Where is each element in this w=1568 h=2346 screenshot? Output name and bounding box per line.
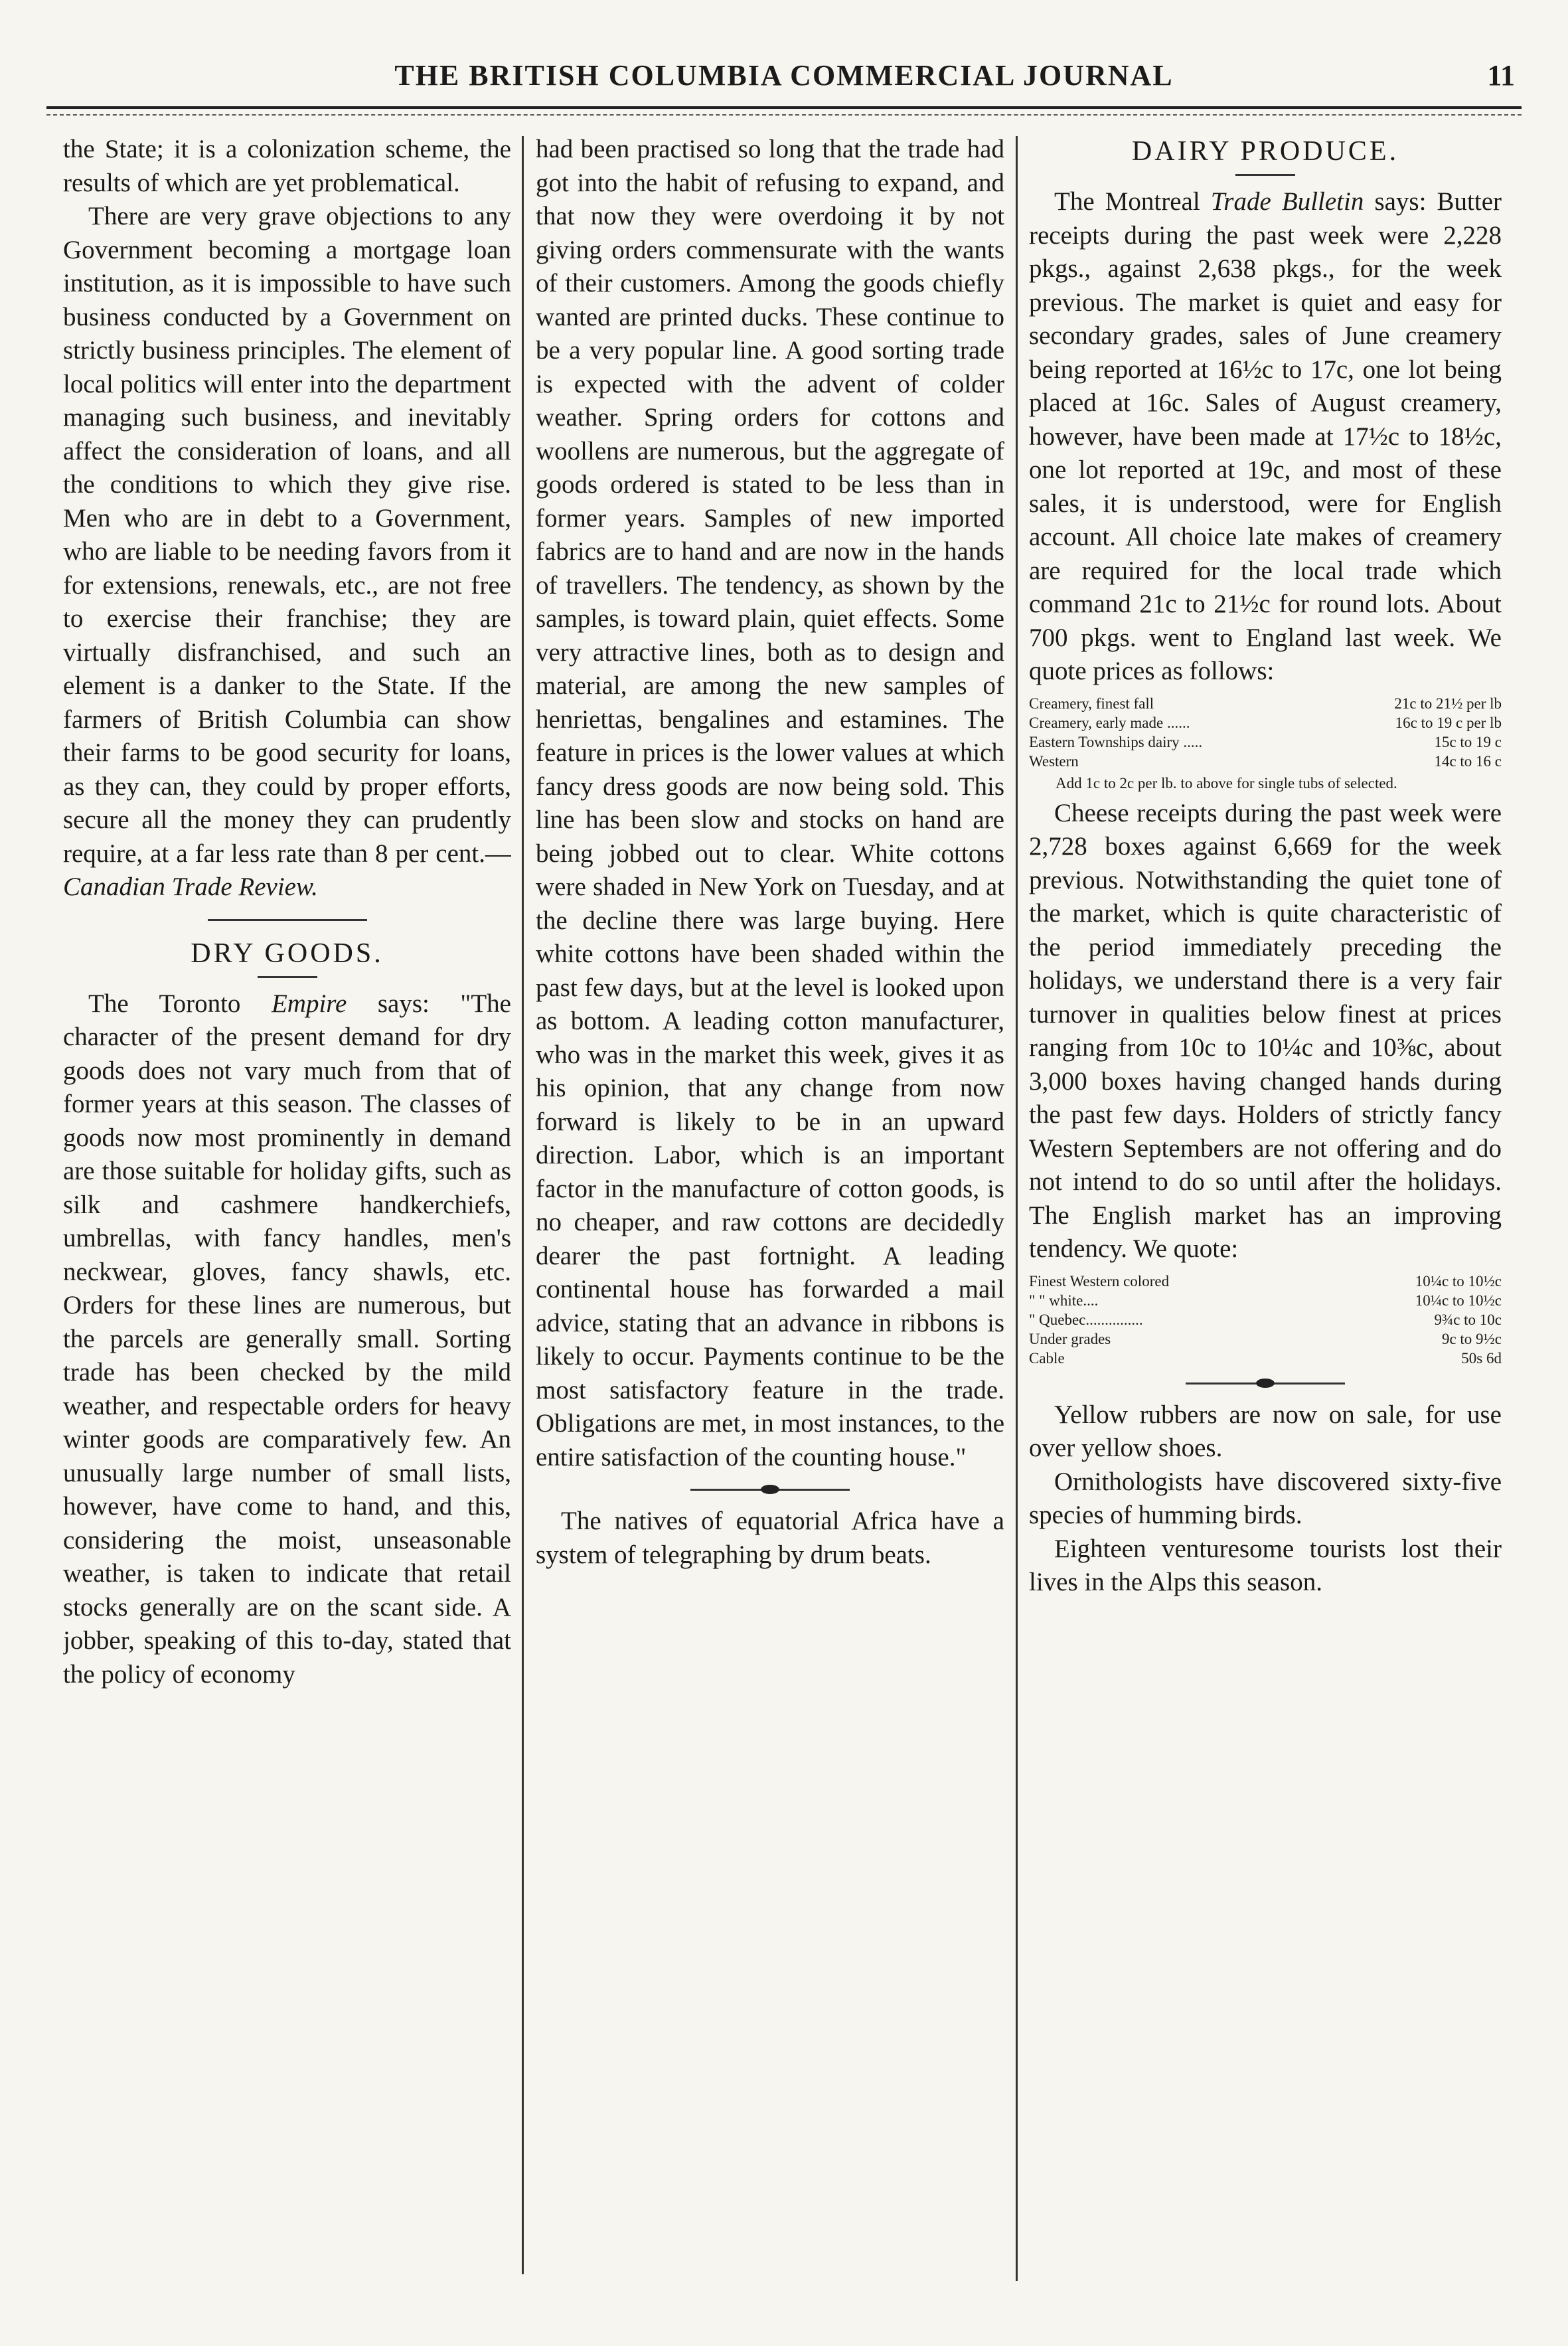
price-item: Creamery, finest fall — [1029, 695, 1154, 712]
price-value: 10¼c to 10½c — [1415, 1292, 1502, 1309]
column-divider — [522, 136, 524, 2274]
paragraph: Ornithologists have discovered sixty-five species of humming birds. — [1029, 1467, 1502, 1529]
column-2 — [536, 133, 1004, 2298]
price-note: Add 1c to 2c per lb. to above for single tubs of selected. — [1056, 774, 1397, 792]
journal-title: THE BRITISH COLUMBIA COMMERCIAL JOURNAL — [394, 59, 1174, 92]
table-row — [1029, 752, 1502, 771]
price-value: 15c to 19 c — [1434, 733, 1502, 750]
price-value: 10¼c to 10½c — [1415, 1272, 1502, 1290]
page-number: 11 — [1487, 59, 1515, 92]
butter-price-table — [1029, 694, 1502, 771]
price-item: Finest Western colored — [1029, 1272, 1170, 1290]
paragraph: the State; it is a colonization scheme, the results of which are yet problematical. — [63, 135, 511, 197]
paragraph: Cheese receipts during the past week were 2,728 boxes against 6,669 for the week previous. Notwithstanding the quiet tone of the market, which is quite characteristic of the period immediately preceding the holidays, we understand there is a very fair turnover in qualities below finest at prices ranging from 10c to 10¼c and 10⅜c, about 3,000 boxes having changed hands during the past few days. Holders of strictly fancy Western Septembers are not offering and do not intend to do so until after the holidays. The English market has an improving tendency. We quote: — [1029, 798, 1502, 1263]
column-3 — [1029, 133, 1502, 2298]
price-value: 16c to 19 c per lb — [1395, 714, 1502, 731]
heading-dash — [258, 976, 317, 978]
price-value: 50s 6d — [1461, 1349, 1502, 1367]
paragraph: The natives of equatorial Africa have a system of telegraphing by drum beats. — [536, 1507, 1004, 1569]
paragraph-text: There are very grave objections to any Government becoming a mortgage loan institution, as it is impossible to have such business conducted by a Government on strictly business principles. The element of local politics will enter into the department managing such business, and inevitably affect the consideration of loans, and all the conditions to which they give rise. Men who are in debt to a Government, who are liable to be needing favors from it for extensions, renewals, etc., are not free to exercise their franchise; they are virtually disfranchised, and such an element is a danker to the State. If the farmers of British Columbia can show their farms to be good security for loans, as they can, they could by proper efforts, secure all the money they can prudently require, at a far less rate than 8 per cent.— — [63, 202, 511, 868]
page-header — [46, 58, 1522, 98]
price-item: Eastern Townships dairy ..... — [1029, 733, 1203, 750]
paragraph-text: says: Butter receipts during the past week were 2,228 pkgs., against 2,638 pkgs., for the week previous. The market is quiet and easy for secondary grades, sales of June creamery being reported at 16½c to 17c, one lot being placed at 16c. Sales of August creamery, however, have been made at 17½c to 18½c, one lot reported at 19c, and most of these sales, it is understood, were for English account. All choice late makes of creamery are required for the local trade which command 21c to 21½c for round lots. About 700 pkgs. went to England last week. We quote prices as follows: — [1029, 187, 1502, 685]
cheese-price-table — [1029, 1272, 1502, 1368]
header-rule-dashed — [46, 114, 1522, 116]
section-ornament — [208, 916, 367, 923]
table-row — [1029, 732, 1502, 752]
section-ornament — [1186, 1380, 1345, 1386]
column-1 — [63, 133, 511, 2298]
price-value: 9¾c to 10c — [1434, 1311, 1502, 1328]
column-divider — [1016, 136, 1018, 2281]
price-value: 21c to 21½ per lb — [1394, 695, 1502, 712]
table-row — [1029, 1291, 1502, 1310]
paragraph: had been practised so long that the trade had got into the habit of refusing to expand, and that now they were overdoing it by not giving orders commensurate with the wants of their customers. Among the goods chiefly wanted are printed ducks. These continue to be a very popular line. A good sorting trade is expected with the advent of colder weather. Spring orders for cottons and woollens are numerous, but the aggregate of goods ordered is stated to be less than in former years. Samples of new imported fabrics are to hand and are now in the hands of travellers. The tendency, as shown by the samples, is toward plain, quiet effects. Some very attractive lines, both as to design and material, are among the new samples of henriettas, bengalines and estamines. The feature in prices is the lower values at which fancy dress goods are now being sold. This line has been slow and stocks on hand are being jobbed out to clear. White cottons were shaded in New York on Tuesday, and at the decline there was large buying. Here white cottons have been shaded within the past few days, but at the level is looked upon as bottom. A leading cotton manufacturer, who was in the market this week, gives it as his opinion, that any change from now forward is likely to be in an upward direction. Labor, which is an important factor in the manufacture of cotton goods, is no cheaper, and raw cottons are decidedly dearer the past fortnight. A leading continental house has forwarded a mail advice, stating that an advance in ribbons is likely to occur. Payments continue to be the most satisfactory feature in the trade. Obligations are met, in most instances, to the entire satisfaction of the counting house." — [536, 135, 1004, 1471]
header-rule — [46, 106, 1522, 109]
paragraph: Yellow rubbers are now on sale, for use over yellow shoes. — [1029, 1400, 1502, 1462]
price-item: Under grades — [1029, 1330, 1111, 1347]
source-citation: Canadian Trade Review. — [63, 873, 318, 901]
paragraph-text: The Montreal — [1054, 187, 1211, 216]
source-citation: Trade Bulletin — [1210, 187, 1364, 216]
section-heading: DRY GOODS. — [191, 938, 384, 969]
price-item: Western — [1029, 752, 1079, 770]
paragraph-text: says: "The character of the present demand for dry goods does not vary much from that of former years at this season. The classes of goods now most prominently in demand are those suitable for holiday gifts, such as silk and cashmere handkerchiefs, umbrellas, with fancy handles, men's neckwear, gloves, fancy shawls, etc. Orders for these lines are numerous, but the parcels are generally small. Sorting trade has been checked by the mild weather, and respectable orders for heavy winter goods are comparatively few. An unusually large number of small lists, however, have come to hand, and this, considering the moist, unseasonable weather, is taken to indicate that retail stocks generally are on the scant side. A jobber, speaking of this to-day, stated that the policy of economy — [63, 989, 511, 1689]
table-row — [1029, 713, 1502, 732]
paragraph — [63, 987, 511, 1692]
paragraph: Eighteen venturesome tourists lost their lives in the Alps this season. — [1029, 1534, 1502, 1596]
paragraph-text: The Toronto — [88, 989, 272, 1018]
heading-dash — [1235, 174, 1295, 176]
section-ornament — [690, 1486, 850, 1493]
table-row — [1029, 1310, 1502, 1329]
paragraph — [1029, 185, 1502, 689]
price-item: " Quebec............... — [1029, 1311, 1143, 1328]
table-row — [1029, 1329, 1502, 1349]
table-row — [1029, 1272, 1502, 1291]
price-item: Creamery, early made ...... — [1029, 714, 1190, 731]
price-value: 9c to 9½c — [1441, 1330, 1502, 1347]
paragraph — [63, 200, 511, 904]
source-citation: Empire — [271, 989, 347, 1018]
section-heading: DAIRY PRODUCE. — [1131, 136, 1399, 167]
price-item: Cable — [1029, 1349, 1065, 1367]
table-row — [1029, 1349, 1502, 1368]
price-value: 14c to 16 c — [1434, 752, 1502, 770]
price-item: " " white.... — [1029, 1292, 1099, 1309]
table-row — [1029, 694, 1502, 713]
